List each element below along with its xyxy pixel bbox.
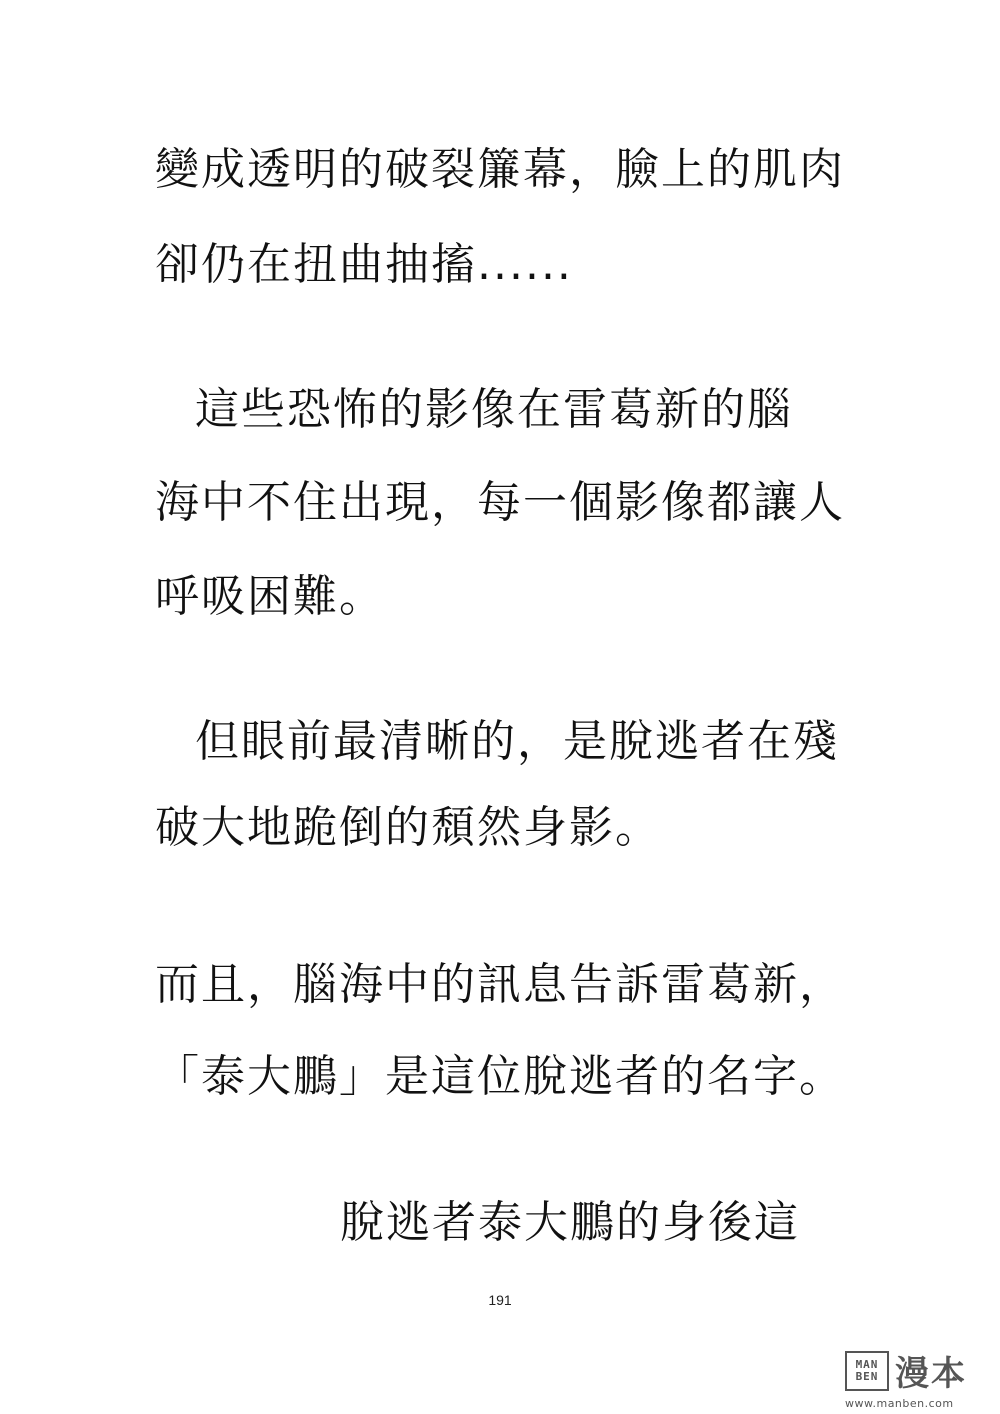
text-line: 脫逃者泰大鵬的身後這 <box>340 1197 800 1248</box>
text-line: 破大地跪倒的頹然身影。 <box>155 802 661 853</box>
text-line: 這些恐怖的影像在雷葛新的腦 <box>195 384 793 435</box>
text-line: 海中不住出現，每一個影像都讓人 <box>155 477 845 528</box>
text-line: 呼吸困難。 <box>155 571 385 622</box>
site-watermark <box>845 1346 990 1408</box>
text-line: 但眼前最清晰的，是脫逃者在殘 <box>195 716 839 767</box>
watermark-logo-icon: MAN BEN <box>845 1351 889 1391</box>
text-line: 變成透明的破裂簾幕，臉上的肌肉 <box>155 144 845 195</box>
text-line: 卻仍在扭曲抽搐...... <box>155 239 573 290</box>
watermark-url: www.manben.com <box>845 1397 954 1410</box>
page-number: 191 <box>488 1292 512 1308</box>
text-line: 「泰大鵬」是這位脫逃者的名字。 <box>155 1051 845 1102</box>
text-line: 而且，腦海中的訊息告訴雷葛新， <box>155 959 845 1010</box>
watermark-name: 漫本 <box>895 1354 967 1394</box>
